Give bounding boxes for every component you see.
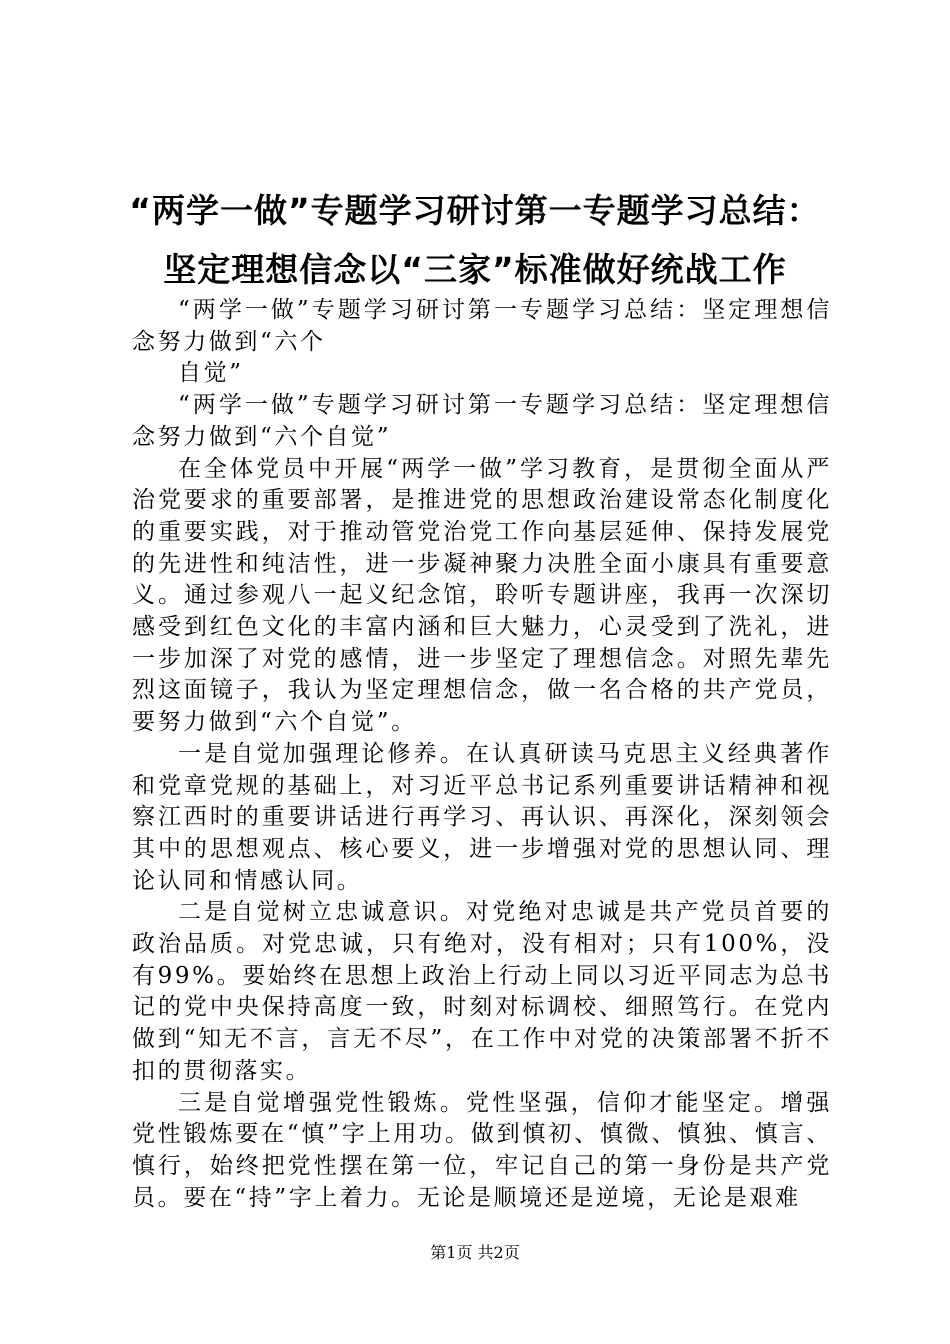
paragraph-subtitle-part-1: “两学一做”专题学习研讨第一专题学习总结：坚定理想信念努力做到“六个 bbox=[132, 297, 832, 355]
paragraph-point-2: 二是自觉树立忠诚意识。对党绝对忠诚是共产党员首要的政治品质。对党忠诚，只有绝对，没有相对；只有100%，没有99%。要始终在思想上政治上行动上同以习近平同志为总书记的党中央保持高度一致，时刻对标调校、细照笃行。在党内做到“知无不言，言无不尽”，在工作中对党的决策部署不折不扣的贯彻落实。 bbox=[132, 899, 832, 1084]
paragraph-point-3: 三是自觉增强党性锻炼。党性坚强，信仰才能坚定。增强党性锻炼要在“慎”字上用功。做到慎初、慎微、慎独、慎言、慎行，始终把党性摆在第一位，牢记自己的第一身份是共产党员。要在“持”字上着力。无论是顺境还是逆境，无论是艰难 bbox=[132, 1089, 832, 1211]
document-body bbox=[132, 295, 832, 1214]
paragraph-subtitle-part-2: 自觉” bbox=[178, 360, 244, 387]
paragraph-subtitle-repeat: “两学一做”专题学习研讨第一专题学习总结：坚定理想信念努力做到“六个自觉” bbox=[132, 392, 832, 450]
page-footer: 第1页 共2页 bbox=[430, 1243, 520, 1262]
document-title-line-2: 坚定理想信念以“三家”标准做好统战工作 bbox=[163, 250, 787, 289]
paragraph-point-1: 一是自觉加强理论修养。在认真研读马克思主义经典著作和党章党规的基础上，对习近平总书记系列重要讲话精神和视察江西时的重要讲话进行再学习、再认识、再深化，深刻领会其中的思想观点、核心要义，进一步增强对党的思想认同、理论认同和情感认同。 bbox=[132, 740, 832, 894]
paragraph-intro: 在全体党员中开展“两学一做”学习教育，是贯彻全面从严治党要求的重要部署，是推进党的思想政治建设常态化制度化的重要实践，对于推动管党治党工作向基层延伸、保持发展党的先进性和纯洁性，进一步凝神聚力决胜全面小康具有重要意义。通过参观八一起义纪念馆，聆听专题讲座，我再一次深切感受到红色文化的丰富内涵和巨大魅力，心灵受到了洗礼，进一步加深了对党的感情，进一步坚定了理想信念。对照先辈先烈这面镜子，我认为坚定理想信念，做一名合格的共产党员，要努力做到“六个自觉”。 bbox=[132, 455, 832, 736]
document-title-line-1: “两学一做”专题学习研讨第一专题学习总结： bbox=[129, 191, 821, 230]
